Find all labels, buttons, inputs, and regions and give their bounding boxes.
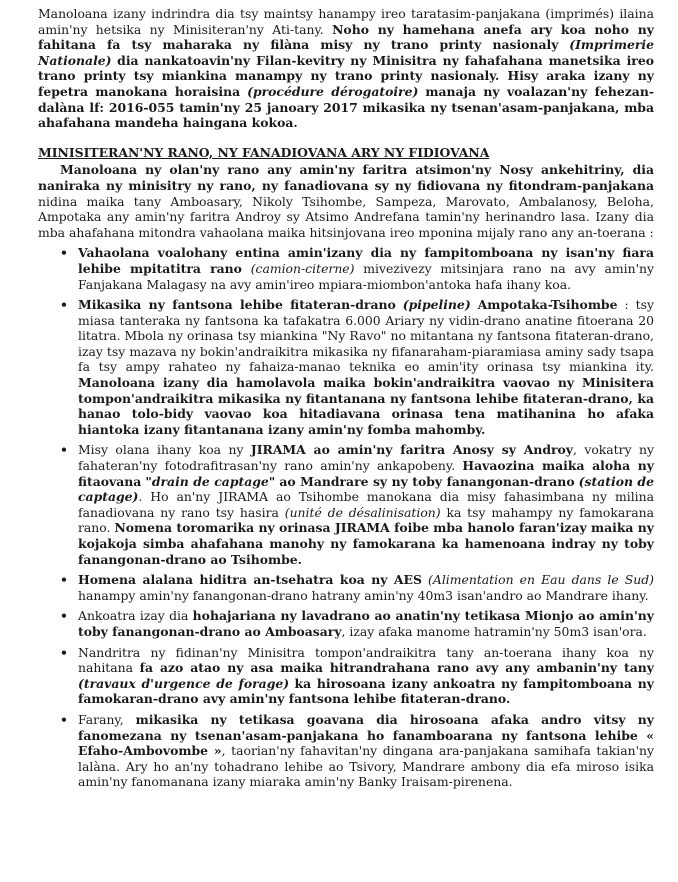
list-item-text: , izay afaka manome hatramin'ny 50m3 isan'ora. (341, 623, 647, 639)
list-item-text: hanampy amin'ny fanangonan-drano hatrany amin'ny 40m3 isan'andro ao Mandrare ihany. (78, 587, 649, 603)
list-item-bold: hohajariana ny lavadrano ao anatin'ny tetikasa Mionjo ao amin'ny toby fanangonan-drano ao Amboasary (78, 608, 654, 639)
list-item-text: , vokatry ny fahateran'ny fotodrafitrasan'ny rano amin'ny ankapobeny. (78, 442, 654, 474)
intro-bold: Noho ny hamehana anefa ary koa noho ny fahitana fa tsy maharaka ny filàna misy ny trano printy nasionaly (38, 21, 654, 53)
intro-bold-italic: (Imprimerie Nationale) (38, 37, 654, 68)
list-item-text: Misy olana ihany koa ny (78, 442, 244, 458)
list-item-bold-italic: (travaux d'urgence de forage) (78, 675, 290, 691)
list-item-text: mivezivezy mitsinjara rano na avy amin'ny Fanjakana Malagasy na avy amin'ireo mpiara-miombon'antoka hafa ihany koa. (78, 260, 654, 292)
list-item (78, 712, 654, 790)
list-item-text: : tsy miasa tanteraka ny fantsona ka tafakatra 6.000 Ariary ny vidin-drano anatine fitoerana 20 litatra. Mbola ny orinasa tsy miankina "Ny Ravo" no mitantana ny fantsona fitateran-drano, izay tsy mazava ny bokin'andraikitra mikasika ny fifanaraham-piaramiasa aminy sady tsapa fa tsy ampy rahateo ny fahaiza-manao teknika eo amin'ity orinasa tsy miankina ity. (78, 297, 654, 375)
list-item (78, 572, 654, 603)
section-bold: Manoloana ny olan'ny rano any amin'ny faritra atsimon'ny Nosy ankehitriny, dia naniraka ny minisitry ny rano, ny fanadiovana sy ny fidiovana ny fitondram-panjakana (38, 162, 654, 193)
list-item-text: Ankoatra izay dia (78, 608, 189, 624)
intro-text: Manoloana izany indrindra dia tsy maintsy hanampy ireo taratasim-panjakana (imprimés) ilaina amin'ny hetsika ny Minisiteran'ny Ati-tany. (38, 6, 654, 37)
list-item-text: , taorian'ny fahavitan'ny dingana ara-panjakana samihafa takian'ny lalàna. Ary ho an'ny tohadrano lehibe ao Tsivory, Mandrare ambony dia efa miroso isika amin'ny fanomanana izany miaraka amin'ny Banky Iraisam-pirenena. (78, 743, 654, 790)
list-item-bold: fa azo atao ny asa maika hitrandrahana rano avy any ambanin'ny tany (139, 660, 654, 676)
list-item-bold: ka hirosoana izany ankoatra ny fampitomboana ny famokaran-drano avy amin'ny fantsona lehibe fitateran-drano. (78, 675, 654, 707)
intro-bold: dia nankatoavin'ny Filan-kevitry ny Minisitra ny fahafahana manetsika ireo trano printy tsy miankina manampy ny trano printy nasionaly. Hisy araka izany ny fepetra manokana horaisina (38, 52, 654, 99)
list-item (78, 245, 654, 292)
section-text: nidina maika tany Amboasary, Nikoly Tsihombe, Sampeza, Marovato, Ambalanosy, Beloha, Ampotaka any amin'ny faritra Androy sy Atsimo Andrefana tamin'ny herinandro lasa. Izany dia mba ahafahana mitondra vahaolana maika hitsinjovana ireo mponina mijaly rano any an-toerana : (38, 193, 654, 240)
list-item-bold: Ampotaka-Tsihombe (477, 297, 618, 313)
list-item-text: Nandritra ny fidinan'ny Minisitra tompon'andraikitra tany an-toerana ihany koa ny nahitana (78, 644, 654, 676)
list-item-bold: Homena alalana hiditra an-tsehatra koa ny AES (78, 572, 422, 588)
intro-paragraph (38, 6, 654, 131)
intro-bold: manaja ny voalazan'ny fehezan-dalàna lf: 2016-055 tamin'ny 25 janoary 2017 mikasika ny tsenan'asam-panjakana, mba ahafahana mandeha haingana kokoa. (38, 83, 654, 131)
list-item-bold-italic: (station de captage) (78, 473, 654, 505)
list-item-italic: (Alimentation en Eau dans le Sud) (428, 572, 654, 588)
list-item-bold-italic: "drain de captage" (145, 473, 276, 489)
list-item-text: . Ho an'ny JIRAMA ao Tsihombe manokana dia misy fahasimbana ny milina fanadiovana ny rano tsy hasira (78, 489, 654, 520)
list-item-bold: Havaozina maika aloha ny fitaovana (78, 458, 654, 489)
list-item-italic: (camion-citerne) (250, 260, 355, 276)
list-item-text: Farany, (78, 711, 124, 727)
list-item-italic: (unité de désalinisation) (284, 504, 441, 520)
list-item-bold: Manoloana izany dia hamolavola maika bokin'andraikitra vaovao ny Minisitera tompon'andraikitra mikasika ny fitantanana ny fantsona lehibe fitateran-drano, ka hanao tolo-bidy vaovao koa hitadiavana orinasa tena matihanina ho afaka hiantoka izany fitantanana izany amin'ny fomba mahomby. (78, 375, 654, 437)
measures-list (38, 245, 654, 790)
list-item-bold: Vahaolana voalohany entina amin'izany dia ny fampitomboana ny isan'ny fiara lehibe mpitatitra rano (78, 245, 654, 276)
list-item-bold: Mikasika ny fantsona lehibe fitateran-drano (78, 297, 396, 313)
list-item-bold-italic: (pipeline) (402, 297, 471, 313)
list-item (78, 442, 654, 567)
list-item (78, 645, 654, 707)
list-item-bold: Nomena toromarika ny orinasa JIRAMA foibe mba hanolo faran'izay maika ny kojakoja simba ahafahana manohy ny famokarana ka hamenoana indray ny toby fanangonan-drano ao Tsihombe. (78, 520, 654, 567)
intro-bold-italic: (procédure dérogatoire) (247, 83, 419, 99)
list-item (78, 608, 654, 639)
list-item-bold: JIRAMA ao amin'ny faritra Anosy sy Androy (250, 442, 573, 458)
list-item (78, 297, 654, 437)
section-paragraph (38, 162, 654, 240)
list-item-text: ka tsy mahampy ny famokarana rano. (78, 504, 654, 536)
section-title: MINISITERAN'NY RANO, NY FANADIOVANA ARY NY FIDIOVANA (38, 144, 490, 160)
list-item-bold: ao Mandrare sy ny toby fanangonan-drano (279, 473, 575, 489)
list-item-bold: mikasika ny tetikasa goavana dia hirosoana afaka andro vitsy ny fanomezana ny tsenan'asam-panjakana ho fanamboarana ny fantsona lehibe « Efaho-Ambovombe » (78, 711, 654, 759)
